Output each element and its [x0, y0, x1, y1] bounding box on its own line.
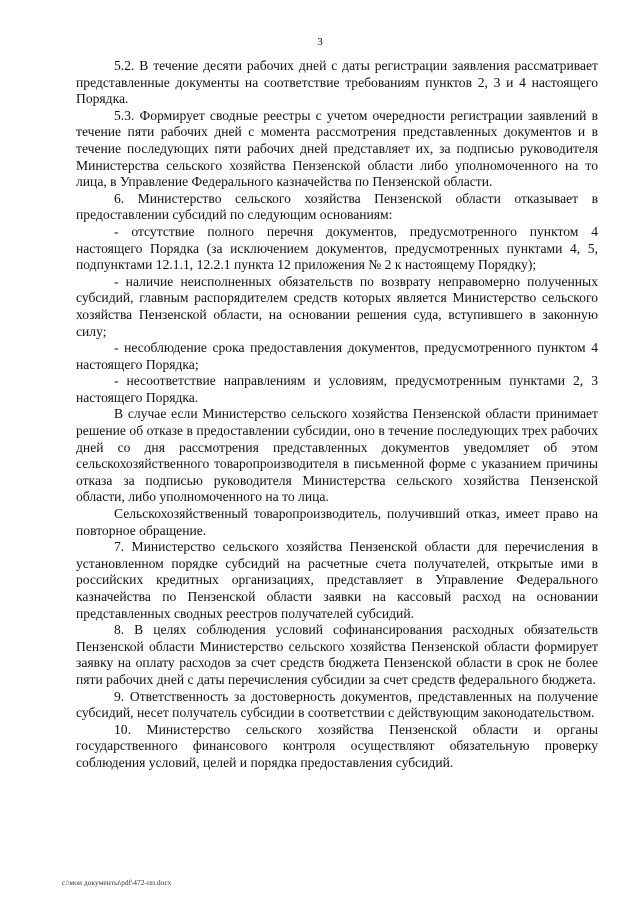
- footer-file-path: c:\мои документы\pdf\472-пп.docx: [62, 878, 172, 887]
- paragraph-6: 6. Министерство сельского хозяйства Пензенской области отказывает в предоставлении субсидий по следующим основаниям:: [76, 190, 598, 223]
- page-number: 3: [317, 36, 323, 48]
- list-item-missed-deadline: - несоблюдение срока предоставления документов, предусмотренного пунктом 4 настоящего Порядка;: [76, 340, 598, 372]
- paragraph-refusal-notice: В случае если Министерство сельского хозяйства Пензенской области принимает решение об отказе в предоставлении субсидии, оно в течение последующих трех рабочих дней со дня рассмотрения представленных документов уведомляет об этом сельскохозяйственного товаропроизводителя в письменной форме с указанием причины отказа за подписью руководителя Министерства сельского хозяйства Пензенской области, либо уполномоченного на то лица.: [76, 406, 598, 505]
- list-item-nonconformity: - несоответствие направлениям и условиям, предусмотренным пунктами 2, 3 настоящего Порядка.: [76, 373, 598, 405]
- document-body: [76, 58, 598, 772]
- paragraph-8: 8. В целях соблюдения условий софинансирования расходных обязательств Пензенской области Министерство сельского хозяйства Пензенской области формирует заявку на оплату расходов за счет средств бюджета Пензенской области в срок не более пяти рабочих дней с даты перечисления субсидии за счет средств федерального бюджета.: [76, 622, 598, 687]
- paragraph-5-3: 5.3. Формирует сводные реестры с учетом очередности регистрации заявлений в течение пяти рабочих дней с момента рассмотрения представленных документов и в течение последующих пяти рабочих дней представляет их, за подписью руководителя Министерства сельского хозяйства Пензенской области либо уполномоченного на то лица, в Управление Федерального казначейства по Пензенской области.: [76, 107, 598, 190]
- list-item-unfulfilled-obligations: - наличие неисполненных обязательств по возврату неправомерно полученных субсидий, главным распорядителем средств которых является Министерство сельского хозяйства Пензенской области, на основании решения суда, вступившего в законную силу;: [76, 273, 598, 339]
- list-item-missing-documents: - отсутствие полного перечня документов, предусмотренного пунктом 4 настоящего Порядка (за исключением документов, предусмотренных пунктами 4, 5, подпунктами 12.1.1, 12.2.1 пункта 12 приложения № 2 к настоящему Порядку);: [76, 223, 598, 273]
- paragraph-9: 9. Ответственность за достоверность документов, представленных на получение субсидий, несет получатель субсидии в соответствии с действующим законодательством.: [76, 688, 598, 721]
- paragraph-5-2: 5.2. В течение десяти рабочих дней с даты регистрации заявления рассматривает представленные документы на соответствие требованиям пунктов 2, 3 и 4 настоящего Порядка.: [76, 58, 598, 107]
- paragraph-reapplication: Сельскохозяйственный товаропроизводитель, получивший отказ, имеет право на повторное обращение.: [76, 506, 598, 538]
- paragraph-10: 10. Министерство сельского хозяйства Пензенской области и органы государственного финансового контроля осуществляют обязательную проверку соблюдения условий, целей и порядка предоставления субсидий.: [76, 721, 598, 770]
- paragraph-7: 7. Министерство сельского хозяйства Пензенской области для перечисления в установленном порядке субсидий на расчетные счета получателей, открытые ими в российских кредитных организациях, представляет в Управление Федерального казначейства по Пензенской области заявки на кассовый расход на основании представленных сводных реестров получателей субсидий.: [76, 539, 598, 621]
